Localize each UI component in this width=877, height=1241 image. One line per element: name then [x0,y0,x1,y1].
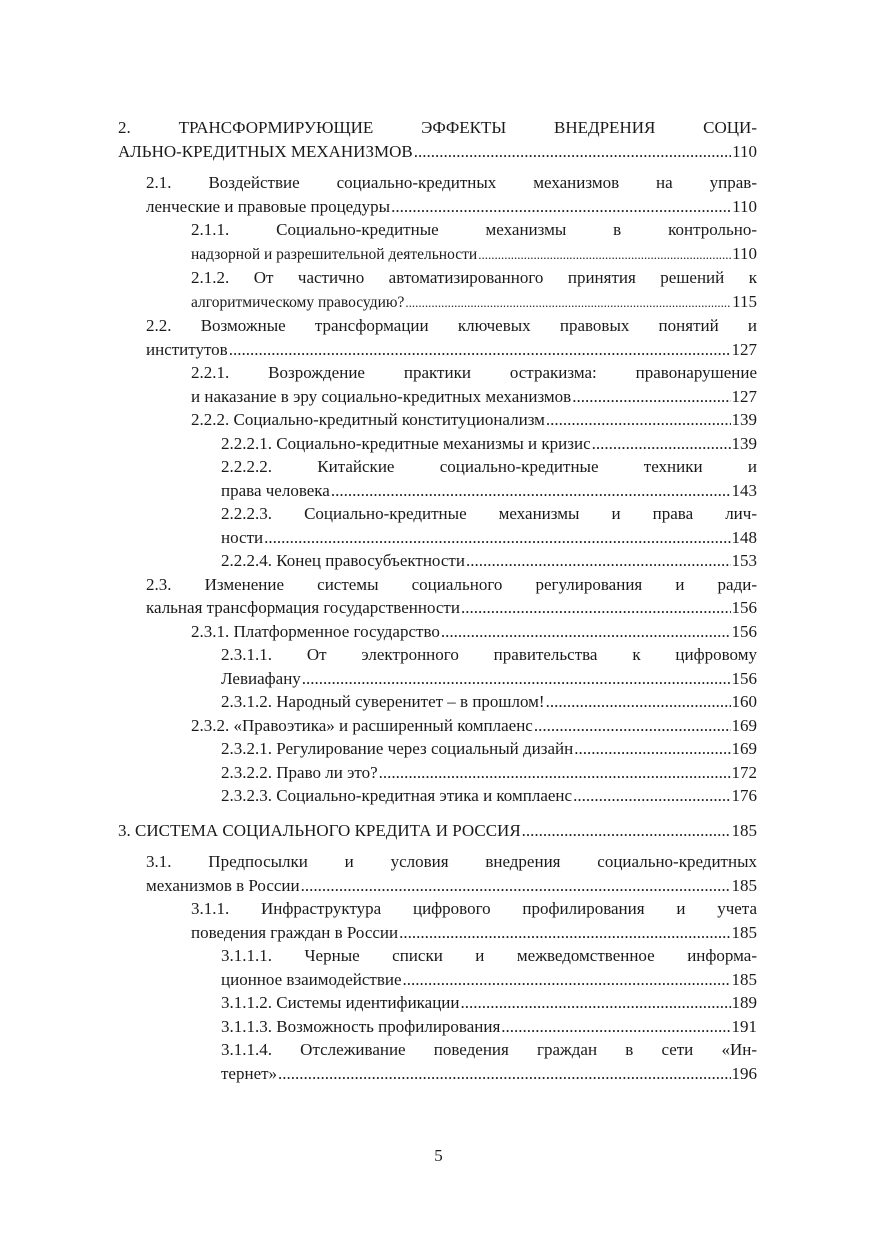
toc-entry-last-line [221,1062,757,1086]
dot-leader [574,737,730,761]
toc-entry-last-line [221,432,757,456]
toc-page-number: 185 [731,922,757,942]
toc-entry-last-line [191,714,757,738]
dot-leader [522,819,731,843]
toc-entry-last-line [221,549,757,573]
toc-page-number: 110 [732,196,757,216]
toc-page-number: 191 [731,1016,757,1036]
dot-leader [534,714,731,738]
toc-entry-last-line [118,819,757,843]
dot-leader [441,620,731,644]
toc-entry-text: и наказание в эру социально-кредитных механизмов [191,386,572,406]
toc-entry [118,643,757,690]
toc-entry-text: 2.2.2.1. Социально-кредитные механизмы и кризис [221,433,591,453]
dot-leader [264,526,730,550]
toc-page-number: 156 [731,598,757,617]
toc-entry-text: 2.2.2. Социально-кредитный конституционализм [191,410,545,429]
dot-leader [592,432,731,456]
toc-entry [118,737,757,761]
toc-entry-text: 3.1.1.4. Отслеживание поведения граждан в сети «Ин- [221,1040,757,1059]
toc-entry-text: 2.2.2.2. Китайские социально-кредитные техники и [221,457,757,476]
toc-page-number: 127 [731,386,757,406]
toc-page-number: 153 [731,551,757,570]
toc-entry-text: 2.3. Изменение системы социального регулирования и ради- [146,574,757,594]
toc-entry-text: 2.3.1.1. От электронного правительства к цифровому [221,645,757,664]
toc-page-number: 169 [731,739,757,758]
dot-leader [546,408,731,432]
toc-entry-text: АЛЬНО-КРЕДИТНЫХ МЕХАНИЗМОВ [118,141,413,161]
toc-entry [118,991,757,1015]
toc-page-number: 169 [731,715,757,735]
toc-page-number: 127 [731,339,757,359]
toc-page-number: 176 [731,786,757,805]
toc-entry-text: 2.2.2.3. Социально-кредитные механизмы и права лич- [221,504,757,523]
toc-page-number: 110 [732,243,757,263]
toc-entry-text: 2.3.2.1. Регулирование через социальный дизайн [221,739,574,758]
toc-entry [118,819,757,843]
toc-entry [118,1015,757,1039]
toc-entry [118,408,757,432]
toc-entry-last-line [221,968,757,992]
toc-entry-last-line [146,195,757,219]
toc-entry-text: 2.1. Воздействие социально-кредитных механизмов на управ- [146,173,757,192]
toc-entry-last-line [221,761,757,785]
toc-entry-last-line [221,784,757,808]
toc-entry [118,944,757,991]
toc-entry-last-line [191,620,757,644]
toc-entry-text: 2.3.1.2. Народный суверенитет – в прошлом! [221,692,545,711]
toc-entry-text: 2.3.2.2. Право ли это? [221,762,378,782]
dot-leader [466,549,731,573]
toc-entry-last-line [191,290,757,315]
toc-page-number: 185 [731,875,757,895]
dot-leader [331,479,731,503]
toc-entry [118,432,757,456]
table-of-contents [118,116,757,1085]
toc-entry-text: 3.1.1.3. Возможность профилирования [221,1016,501,1036]
toc-page-number: 139 [731,433,757,453]
toc-page-number: 196 [731,1063,757,1083]
toc-entry-text: ленческие и правовые процедуры [146,196,391,216]
toc-entry-last-line [221,737,757,761]
dot-leader [402,968,730,992]
toc-entry [118,171,757,218]
toc-entry-text: кальная трансформация государственности [146,598,460,617]
toc-entry-text: Левиафану [221,668,301,688]
toc-entry [118,620,757,644]
page-number: 5 [434,1146,443,1165]
dot-leader [461,596,731,620]
toc-entry [118,850,757,897]
toc-entry [118,116,757,163]
toc-entry [118,714,757,738]
toc-entry-text: ности [221,527,264,547]
toc-entry-text: 3.1.1.2. Системы идентификации [221,993,460,1012]
dot-leader [573,784,730,808]
toc-entry [118,1038,757,1085]
toc-entry-last-line [221,667,757,691]
toc-entry [118,549,757,573]
dot-leader [278,1062,730,1086]
toc-page-number: 156 [731,621,757,641]
dot-leader [572,385,730,409]
toc-entry [118,218,757,266]
dot-leader [379,761,731,785]
toc-entry [118,266,757,314]
toc-entry-text: механизмов в России [146,875,300,895]
toc-entry-text: 2.3.2.3. Социально-кредитная этика и комплаенс [221,786,573,805]
toc-entry [118,502,757,549]
toc-page-number: 172 [731,762,757,782]
dot-leader [301,874,731,898]
toc-entry-last-line [146,874,757,898]
toc-page-number: 160 [731,692,757,711]
toc-entry-text: 3.1.1.1. Черные списки и межведомственное информа- [221,946,757,965]
toc-entry [118,573,757,620]
toc-entry [118,455,757,502]
toc-entry-text: 2.1.2. От частично автоматизированного принятия решений к [191,268,757,287]
toc-entry-last-line [146,596,757,620]
toc-entry-last-line [118,140,757,164]
toc-entry [118,314,757,361]
toc-entry-last-line [221,479,757,503]
toc-page-number: 189 [731,993,757,1012]
toc-entry-last-line [221,991,757,1015]
toc-page-number: 115 [732,291,757,311]
toc-entry-text: 3.1.1. Инфраструктура цифрового профилирования и учета [191,899,757,918]
toc-entry [118,690,757,714]
toc-page-number: 110 [732,141,757,161]
toc-entry-text: 3.1. Предпосылки и условия внедрения социально-кредитных [146,852,757,871]
toc-entry-text: алгоритмическому правосудию? [191,293,405,311]
toc-entry [118,761,757,785]
toc-page-number: 143 [731,480,757,500]
toc-page-number: 148 [731,527,757,547]
toc-entry-last-line [191,408,757,432]
dot-leader [405,291,731,315]
toc-entry-text: 2.3.1. Платформенное государство [191,621,440,641]
toc-page-number: 185 [731,969,757,989]
toc-entry-text: ционное взаимодействие [221,969,402,989]
toc-entry-last-line [191,921,757,945]
dot-leader [501,1015,730,1039]
dot-leader [461,991,731,1015]
toc-entry-text: тернет» [221,1063,278,1083]
toc-entry-last-line [191,242,757,267]
toc-entry-text: 2.2.2.4. Конец правосубъектности [221,551,465,570]
toc-entry [118,361,757,408]
dot-leader [229,338,731,362]
toc-entry-text: 2.3.2. «Правоэтика» и расширенный комплаенс [191,715,533,735]
toc-entry-text: 2.2.1. Возрождение практики остракизма: правонарушение [191,363,757,382]
toc-entry-last-line [221,526,757,550]
dot-leader [302,667,731,691]
toc-page-number: 156 [731,668,757,688]
toc-page-number: 185 [731,820,757,840]
toc-entry-text: 2. ТРАНСФОРМИРУЮЩИЕ ЭФФЕКТЫ ВНЕДРЕНИЯ СОЦИ- [118,118,757,137]
toc-entry-text: поведения граждан в России [191,922,399,942]
toc-entry [118,784,757,808]
toc-entry-text: надзорной и разрешительной деятельности [191,245,478,263]
dot-leader [546,690,731,714]
toc-entry [118,897,757,944]
dot-leader [478,243,731,267]
dot-leader [414,140,731,164]
toc-entry-last-line [146,338,757,362]
toc-entry-text: 2.2. Возможные трансформации ключевых правовых понятий и [146,316,757,335]
toc-entry-text: права человека [221,480,330,500]
toc-page-number: 139 [731,410,757,429]
toc-entry-text: 2.1.1. Социально-кредитные механизмы в контрольно- [191,220,757,239]
dot-leader [391,195,731,219]
toc-entry-last-line [191,385,757,409]
toc-entry-text: 3. СИСТЕМА СОЦИАЛЬНОГО КРЕДИТА И РОССИЯ [118,820,521,840]
toc-entry-last-line [221,1015,757,1039]
toc-entry-last-line [221,690,757,714]
dot-leader [399,921,730,945]
toc-entry-text: институтов [146,339,228,359]
